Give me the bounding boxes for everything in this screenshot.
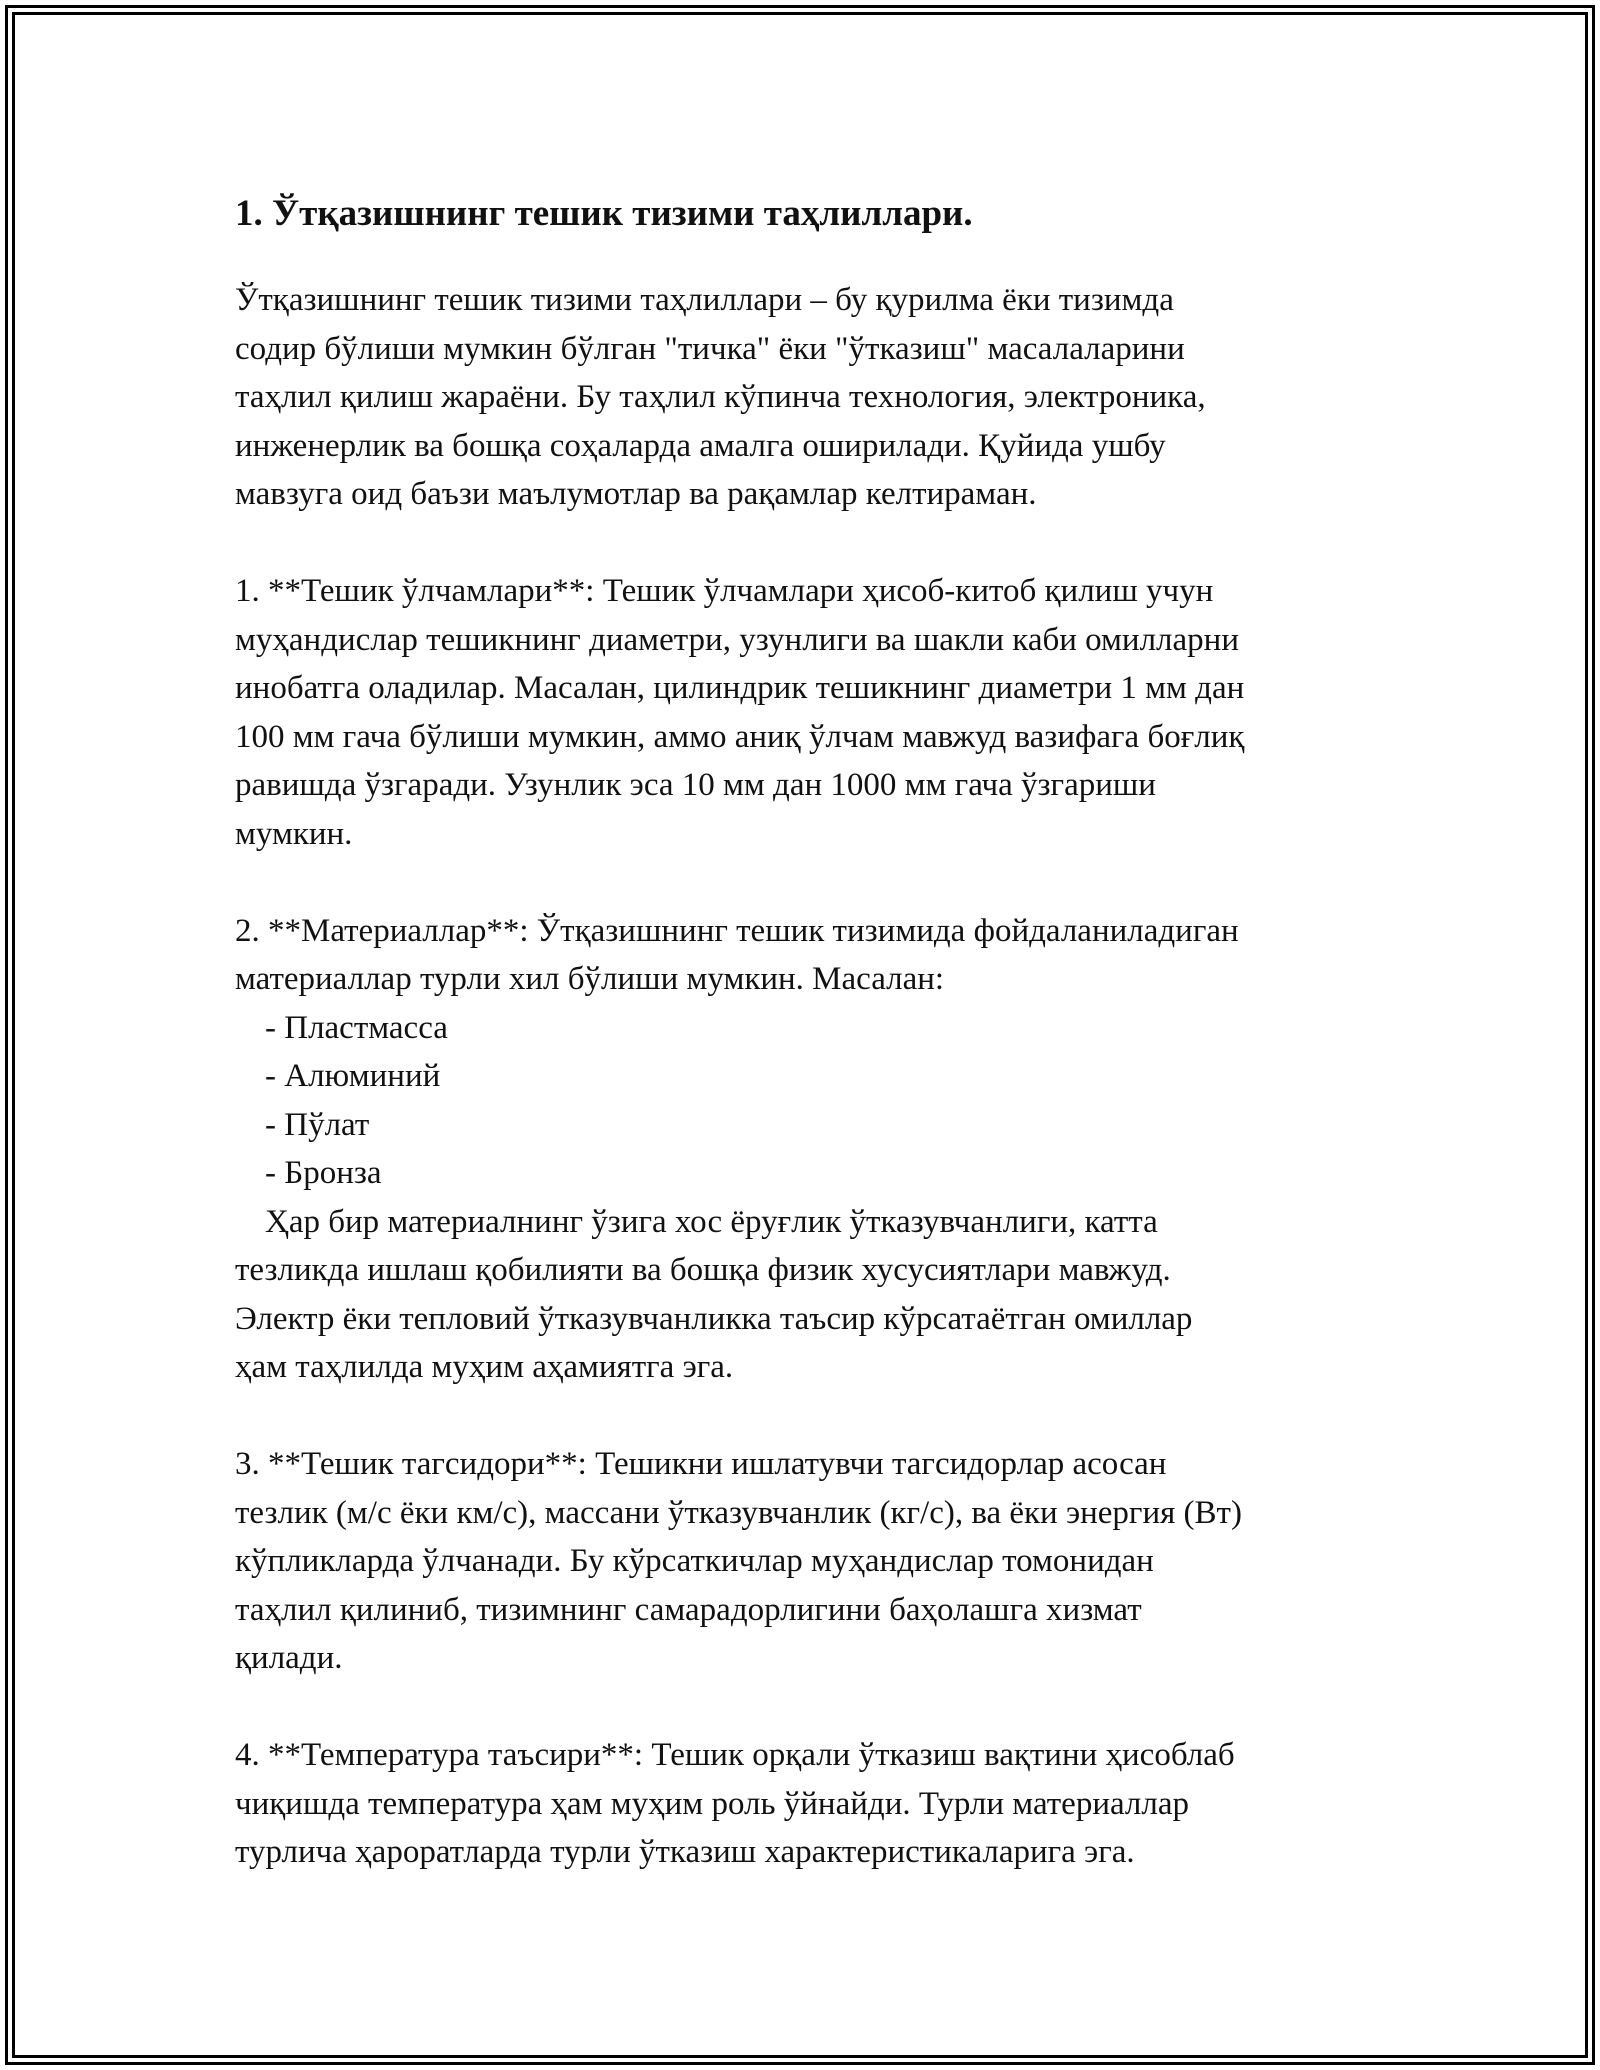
section-line: тезлик (м/с ёки км/с), массани ўтказувчанлик (кг/с), ва ёки энергия (Вт): [235, 1494, 1242, 1531]
section-temperature-effect: [235, 1731, 1395, 1877]
material-list-item: - Пластмасса: [265, 1009, 448, 1046]
section-line: қилади.: [235, 1640, 343, 1676]
section-line: мумкин.: [235, 815, 353, 852]
document-title: 1. Ўтқазишнинг тешик тизими таҳлиллари.: [235, 193, 973, 234]
material-list-item: - Алюминий: [265, 1058, 441, 1094]
intro-paragraph: [235, 276, 1395, 519]
intro-line: инженерлик ва бошқа соҳаларда амалга оширилади. Қуйида ушбу: [235, 427, 1166, 464]
material-list-item: - Пўлат: [265, 1106, 370, 1143]
section-line: 100 мм гача бўлиши мумкин, аммо аниқ ўлчам мавжуд вазифага боғлиқ: [235, 718, 1245, 755]
intro-line: Ўтқазишнинг тешик тизими таҳлиллари – бу қурилма ёки тизимда: [235, 282, 1174, 318]
section-line: турлича ҳароратларда турли ўтказиш характеристикаларига эга.: [235, 1834, 1135, 1870]
section-line: чиқишда температура ҳам муҳим роль ўйнайди. Турли материаллар: [235, 1785, 1190, 1822]
intro-line: содир бўлиши мумкин бўлган "тичка" ёки "ўтказиш" масалаларини: [235, 330, 1185, 367]
paragraph-gap: [235, 1392, 1395, 1441]
section-line: ҳам таҳлилда муҳим аҳамиятга эга.: [235, 1349, 734, 1385]
intro-line: мавзуга оид баъзи маълумотлар ва рақамлар келтираман.: [235, 476, 1037, 512]
section-line: материаллар турли хил бўлиши мумкин. Масалан:: [235, 961, 945, 997]
section-line: 1. **Тешик ўлчамлари**: Тешик ўлчамлари ҳисоб-китоб қилиш учун: [235, 573, 1214, 609]
section-materials: [235, 907, 1395, 1392]
section-line: 2. **Материаллар**: Ўтқазишнинг тешик тизимида фойдаланиладиган: [235, 912, 1239, 949]
section-hole-dimensions: [235, 567, 1395, 858]
paragraph-gap: [235, 519, 1395, 568]
material-list-item: - Бронза: [265, 1155, 382, 1191]
section-line: кўпликларда ўлчанади. Бу кўрсаткичлар муҳандислар томонидан: [235, 1543, 1154, 1579]
section-line: инобатга оладилар. Масалан, цилиндрик тешикнинг диаметри 1 мм дан: [235, 670, 1245, 706]
section-line: тезликда ишлаш қобилияти ва бошқа физик хусусиятлари мавжуд.: [235, 1252, 1171, 1288]
section-line: таҳлил қилиниб, тизимнинг самарадорлигини баҳолашга хизмат: [235, 1591, 1142, 1628]
section-line: 4. **Температура таъсири**: Тешик орқали ўтказиш вақтини ҳисоблаб: [235, 1737, 1235, 1773]
section-hole-flow: [235, 1440, 1395, 1683]
intro-line: таҳлил қилиш жараёни. Бу таҳлил кўпинча технология, электроника,: [235, 379, 1206, 415]
section-line: 3. **Тешик тагсидори**: Тешикни ишлатувчи тагсидорлар асосан: [235, 1446, 1167, 1482]
section-line: муҳандислар тешикнинг диаметри, узунлиги ва шакли каби омилларни: [235, 621, 1239, 658]
section-line: равишда ўзгаради. Узунлик эса 10 мм дан 1000 мм гача ўзгариши: [235, 767, 1156, 803]
document-body: [235, 188, 1395, 1877]
section-line: Ҳар бир материалнинг ўзига хос ёруғлик ўтказувчанлиги, катта: [265, 1203, 1158, 1240]
section-line: Электр ёки тепловий ўтказувчанликка таъсир кўрсатаётган омиллар: [235, 1300, 1193, 1337]
paragraph-gap: [235, 1683, 1395, 1732]
paragraph-gap: [235, 858, 1395, 907]
